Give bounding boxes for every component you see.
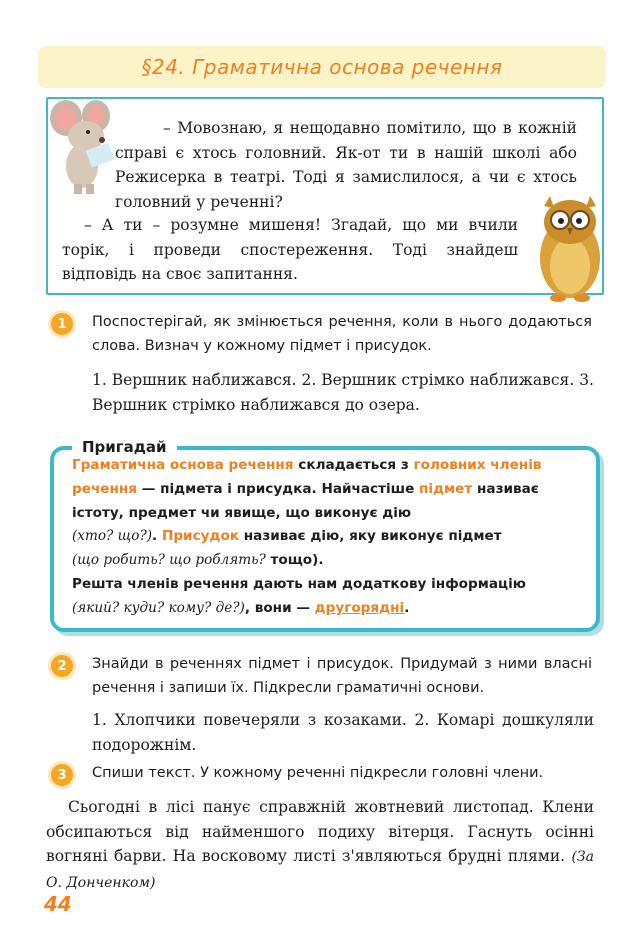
term: підмет: [419, 480, 473, 497]
exercise-body: Сьогодні в лісі панує справжній жовтневий листопад. Клени обсипаються від найменшого подиху вітерця. Гаснуть осінні вогняні барви. На восковому листі з'являються брудні плями.: [46, 798, 594, 865]
term: головних членів речення: [72, 457, 542, 497]
rule-text: складається з: [293, 457, 414, 473]
task-number: 3: [57, 767, 67, 783]
question: (хто? що?): [72, 528, 153, 545]
remember-box: [50, 436, 604, 636]
term: Граматична основа речення: [72, 457, 294, 473]
rule-text: , вони —: [244, 599, 315, 616]
task-number: 2: [57, 658, 67, 674]
term: Присудок: [161, 528, 240, 545]
task-instruction: Спиши текст. У кожному реченні підкресли головні члени.: [92, 765, 544, 781]
term: другорядні: [314, 599, 405, 616]
dialog-mouse-line: – Мовознаю, я нещодавно помітило, що в кожній справі є хтось головний. Як-от ти в нашій школі або Режисерка в театрі. Тоді я замислилося, а чи є хтось головний у реченні?: [115, 119, 577, 211]
remember-rule: [72, 454, 572, 621]
dialog-owl-line: – А ти – розумне мишеня! Згадай, що ми вчили торік, і проведи спостереження. Тоді знайдеш відповідь на своє запитання.: [62, 216, 518, 283]
rule-text: тощо).: [265, 552, 324, 569]
rule-text: — підмета і присудка. Найчастіше: [137, 480, 420, 497]
remember-label: Пригадай: [72, 436, 177, 458]
page-title: §24. Граматична основа речення: [141, 55, 503, 79]
question: (який? куди? кому? де?): [72, 599, 245, 616]
task-number-badge: [48, 652, 76, 680]
text-source: (За О. Донченком): [46, 849, 594, 891]
rule-text: .: [404, 599, 410, 616]
task-instruction: Знайди в реченнях підмет і присудок. Придумай з ними власні речення і запиши їх. Підкресли граматичні основи.: [92, 656, 592, 696]
page-number: 44: [44, 892, 72, 916]
exercise-text: [46, 795, 594, 895]
question: (що робить? що роблять?: [72, 552, 266, 569]
task-number-badge: [48, 310, 76, 338]
owl-illustration: [530, 188, 610, 306]
task-instruction: Поспостерігай, як змінюється речення, коли в нього додаються слова. Визнач у кожному підмет і присудок.: [92, 314, 592, 354]
rule-text: називає дію, яку виконує підмет: [239, 528, 502, 545]
rule-text: Решта членів речення дають нам додаткову інформацію: [72, 575, 526, 592]
task-number: 1: [57, 316, 67, 332]
title-banner: [38, 46, 606, 88]
task-example: 1. Хлопчики повечеряли з козаками. 2. Комарі дошкуляли подорожнім.: [92, 711, 594, 754]
rule-text: називає істоту, предмет чи явище, що виконує дію: [72, 480, 539, 521]
task-number-badge: [48, 761, 76, 789]
rule-text: .: [152, 528, 162, 545]
task-example: 1. Вершник наближався. 2. Вершник стрімко наближався. 3. Вершник стрімко наближався до озера.: [92, 371, 594, 414]
